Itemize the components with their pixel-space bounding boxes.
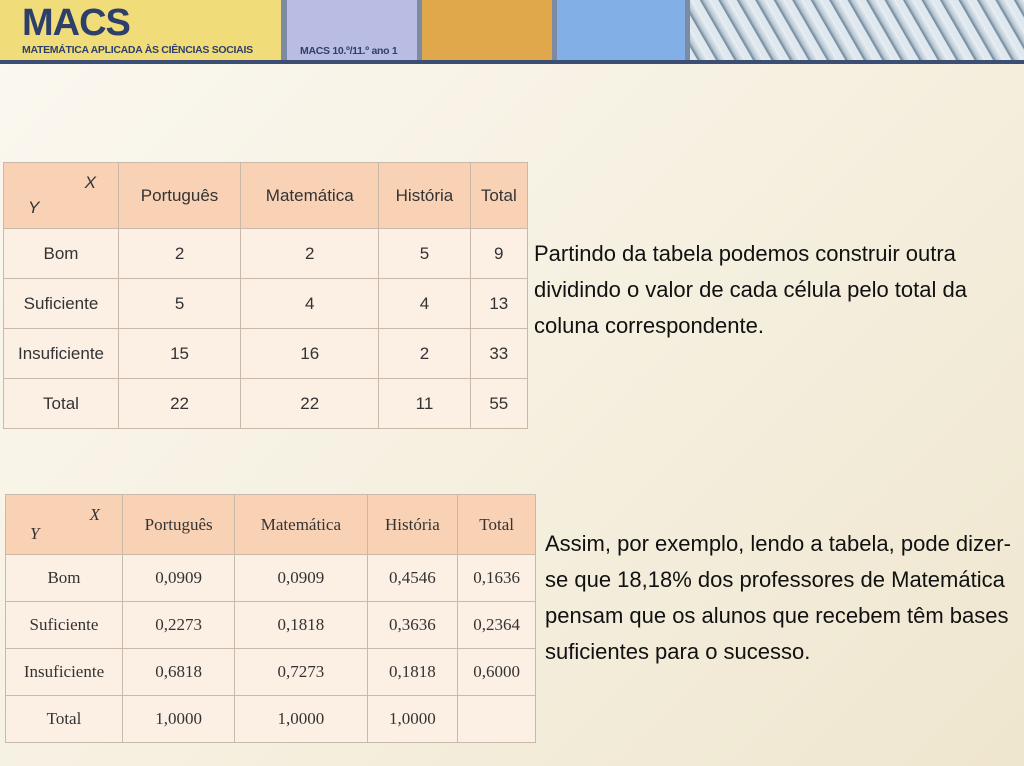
- table-cell: 2: [241, 229, 379, 279]
- table-row: [6, 555, 536, 602]
- table-cell: 0,6000: [458, 649, 536, 696]
- column-header: Total: [458, 495, 536, 555]
- example-paragraph: Assim, por exemplo, lendo a tabela, pode dizer-se que 18,18% dos professores de Matemática pensam que os alunos que recebem têm bases suficientes para o sucesso.: [545, 531, 1011, 664]
- table-cell: 5: [379, 229, 470, 279]
- table-corner-cell: [6, 495, 123, 555]
- table-row: [6, 649, 536, 696]
- row-header: Bom: [4, 229, 119, 279]
- table-cell: 9: [470, 229, 527, 279]
- table-cell: 0,3636: [367, 602, 458, 649]
- table-cell: 0,1818: [367, 649, 458, 696]
- corner-x-label: X: [84, 173, 96, 192]
- row-header: Total: [6, 696, 123, 743]
- row-header: Total: [4, 379, 119, 429]
- table-row: [4, 329, 528, 379]
- header-photo: [690, 0, 1024, 60]
- table-cell: 0,6818: [123, 649, 235, 696]
- header-banner: [0, 0, 1024, 64]
- row-header: Insuficiente: [6, 649, 123, 696]
- table-cell: 0,2364: [458, 602, 536, 649]
- table-cell: 1,0000: [123, 696, 235, 743]
- explanation-paragraph: Partindo da tabela podemos construir outra dividindo o valor de cada célula pelo total da coluna correspondente.: [534, 241, 967, 338]
- row-header: Suficiente: [6, 602, 123, 649]
- column-header: Total: [470, 163, 527, 229]
- relative-frequency-table: [5, 494, 536, 743]
- header-divider: [0, 60, 1024, 64]
- table-cell: 11: [379, 379, 470, 429]
- table-cell: 0,2273: [123, 602, 235, 649]
- column-header: Português: [119, 163, 241, 229]
- table-header-row: [4, 163, 528, 229]
- column-header: História: [367, 495, 458, 555]
- color-block-blue: [557, 0, 685, 60]
- table-cell: 2: [119, 229, 241, 279]
- column-header: Português: [123, 495, 235, 555]
- table-cell: 0,1818: [235, 602, 367, 649]
- corner-y-label: Y: [28, 198, 40, 217]
- row-header: Bom: [6, 555, 123, 602]
- table-cell: 1,0000: [235, 696, 367, 743]
- logo-block: [0, 0, 281, 60]
- color-block-orange: [422, 0, 552, 60]
- logo-subtitle: MATEMÁTICA APLICADA ÀS CIÊNCIAS SOCIAIS: [22, 44, 253, 56]
- table-cell: 4: [241, 279, 379, 329]
- table-cell: 0,1636: [458, 555, 536, 602]
- table-cell: 2: [379, 329, 470, 379]
- column-header: História: [379, 163, 470, 229]
- table-cell: 15: [119, 329, 241, 379]
- row-header: Insuficiente: [4, 329, 119, 379]
- table-cell: 0,7273: [235, 649, 367, 696]
- table-row: [6, 602, 536, 649]
- table-cell: 4: [379, 279, 470, 329]
- column-header: Matemática: [241, 163, 379, 229]
- table-cell: 22: [241, 379, 379, 429]
- table-cell: 0,0909: [123, 555, 235, 602]
- logo-title: MACS: [22, 2, 130, 44]
- table-row: [4, 379, 528, 429]
- frequency-table: [3, 162, 528, 429]
- corner-x-label: X: [89, 505, 100, 524]
- table-corner-cell: [4, 163, 119, 229]
- table-cell: 16: [241, 329, 379, 379]
- table-cell: 55: [470, 379, 527, 429]
- table-cell: 33: [470, 329, 527, 379]
- table-cell: 1,0000: [367, 696, 458, 743]
- table-cell: 0,0909: [235, 555, 367, 602]
- row-header: Suficiente: [4, 279, 119, 329]
- corner-y-label: Y: [30, 524, 40, 543]
- table-cell: 13: [470, 279, 527, 329]
- table-cell: [458, 696, 536, 743]
- column-header: Matemática: [235, 495, 367, 555]
- table-row: [4, 229, 528, 279]
- table-row: [4, 279, 528, 329]
- table-cell: 22: [119, 379, 241, 429]
- table-header-row: [6, 495, 536, 555]
- table-cell: 0,4546: [367, 555, 458, 602]
- table-cell: 5: [119, 279, 241, 329]
- course-label: MACS 10.º/11.º ano 1: [300, 45, 398, 57]
- table-row: [6, 696, 536, 743]
